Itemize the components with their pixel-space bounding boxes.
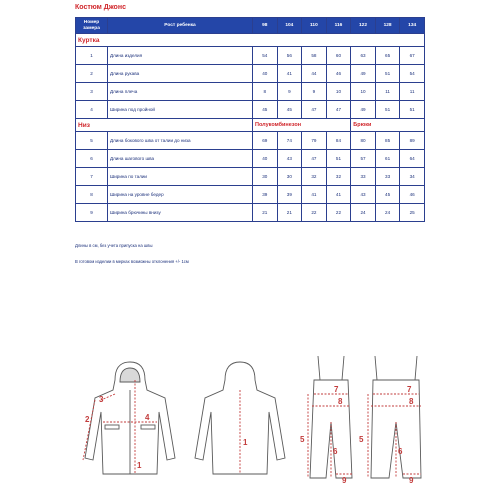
section-row-bottom [76, 119, 425, 132]
size-value: 24 [351, 204, 376, 222]
size-value: 74 [277, 132, 302, 150]
size-value: 25 [400, 204, 425, 222]
size-value: 9 [302, 83, 327, 101]
row-number: 2 [76, 65, 108, 83]
section-title-jacket: Куртка [76, 34, 425, 47]
row-label: Ширина на уровне бедер [108, 186, 253, 204]
garment-diagram-svg [75, 350, 425, 485]
size-value: 10 [326, 83, 351, 101]
measure-label-3: 3 [99, 395, 104, 404]
size-value: 63 [351, 47, 376, 65]
garment-diagram [75, 350, 425, 485]
size-value: 60 [326, 47, 351, 65]
size-value: 79 [302, 132, 327, 150]
size-value: 65 [375, 47, 400, 65]
size-value: 41 [326, 186, 351, 204]
section-title-bottom: Низ [76, 119, 253, 132]
table-row [76, 168, 425, 186]
header-size: 134 [400, 18, 425, 34]
table-row [76, 186, 425, 204]
size-value: 10 [351, 83, 376, 101]
row-number: 3 [76, 83, 108, 101]
size-value: 11 [400, 83, 425, 101]
header-child-height: Рост ребенка [108, 18, 253, 34]
table-row [76, 101, 425, 119]
size-value: 45 [375, 186, 400, 204]
size-value: 32 [302, 168, 327, 186]
size-value: 45 [253, 101, 278, 119]
jacket-back-drawing [195, 362, 285, 474]
overalls-drawing [300, 356, 352, 485]
size-value: 40 [253, 150, 278, 168]
size-value: 34 [400, 168, 425, 186]
subsection-overalls: Полукомбинезон [253, 119, 351, 132]
size-value: 21 [253, 204, 278, 222]
size-value: 54 [400, 65, 425, 83]
size-value: 64 [400, 150, 425, 168]
size-value: 32 [326, 168, 351, 186]
row-number: 7 [76, 168, 108, 186]
size-value: 30 [253, 168, 278, 186]
page-title: Костюм Джонс [75, 4, 126, 11]
measure-label-9: 9 [342, 476, 347, 485]
measure-label-1-back: 1 [243, 438, 248, 447]
size-value: 56 [277, 47, 302, 65]
row-number: 6 [76, 150, 108, 168]
header-size: 104 [277, 18, 302, 34]
row-label: Ширина по талии [108, 168, 253, 186]
size-value: 54 [253, 47, 278, 65]
size-value: 33 [375, 168, 400, 186]
size-value: 61 [375, 150, 400, 168]
size-value: 51 [400, 101, 425, 119]
size-value: 30 [277, 168, 302, 186]
measure-label-9: 9 [409, 476, 414, 485]
table-row [76, 150, 425, 168]
row-number: 9 [76, 204, 108, 222]
size-value: 24 [375, 204, 400, 222]
row-label: Ширина брючины внизу [108, 204, 253, 222]
size-value: 41 [302, 186, 327, 204]
measure-label-2: 2 [85, 415, 90, 424]
jacket-front-drawing [83, 362, 175, 474]
row-label: Длина бокового шва от талии до низа [108, 132, 253, 150]
table-header-row [76, 18, 425, 34]
row-number: 8 [76, 186, 108, 204]
size-value: 49 [351, 101, 376, 119]
measure-label-6: 6 [333, 447, 338, 456]
size-value: 22 [326, 204, 351, 222]
row-number: 4 [76, 101, 108, 119]
row-number: 1 [76, 47, 108, 65]
size-table [75, 17, 425, 222]
size-value: 89 [400, 132, 425, 150]
note-tolerance: В готовом изделии в мерках возможны отклонения +/- 1см [75, 259, 189, 264]
measure-label-5: 5 [300, 435, 305, 444]
measure-label-4: 4 [145, 413, 150, 422]
measure-label-7: 7 [407, 385, 412, 394]
size-value: 46 [400, 186, 425, 204]
size-value: 8 [253, 83, 278, 101]
size-value: 49 [351, 65, 376, 83]
size-value: 47 [302, 101, 327, 119]
row-label: Ширина под пройной [108, 101, 253, 119]
section-row-jacket [76, 34, 425, 47]
size-value: 58 [302, 47, 327, 65]
size-value: 41 [277, 65, 302, 83]
size-value: 47 [302, 150, 327, 168]
row-number: 5 [76, 132, 108, 150]
size-value: 85 [375, 132, 400, 150]
size-value: 46 [326, 65, 351, 83]
header-size: 116 [326, 18, 351, 34]
size-value: 40 [253, 65, 278, 83]
measure-label-8: 8 [409, 397, 414, 406]
header-size: 128 [375, 18, 400, 34]
trousers-drawing [359, 356, 421, 485]
row-label: Длина шагового шва [108, 150, 253, 168]
size-value: 51 [375, 65, 400, 83]
table-row [76, 204, 425, 222]
size-value: 57 [351, 150, 376, 168]
table-row [76, 132, 425, 150]
header-measurement-number: Номер замера [76, 18, 108, 34]
subsection-trousers: Брюки [351, 119, 425, 132]
header-size: 98 [253, 18, 278, 34]
size-value: 44 [302, 65, 327, 83]
size-value: 9 [277, 83, 302, 101]
table-row [76, 65, 425, 83]
table-row [76, 47, 425, 65]
size-value: 51 [326, 150, 351, 168]
size-value: 51 [375, 101, 400, 119]
size-value: 39 [277, 186, 302, 204]
size-value: 39 [253, 186, 278, 204]
size-value: 84 [326, 132, 351, 150]
measure-label-5: 5 [359, 435, 364, 444]
note-units: Длины в см, без учета припуска на швы [75, 243, 153, 248]
measure-label-6: 6 [398, 447, 403, 456]
size-value: 33 [351, 168, 376, 186]
row-label: Длина рукава [108, 65, 253, 83]
size-value: 43 [351, 186, 376, 204]
size-value: 11 [375, 83, 400, 101]
size-value: 22 [302, 204, 327, 222]
row-label: Длина изделия [108, 47, 253, 65]
header-size: 110 [302, 18, 327, 34]
size-value: 45 [277, 101, 302, 119]
measure-label-7: 7 [334, 385, 339, 394]
header-size: 122 [351, 18, 376, 34]
size-value: 80 [351, 132, 376, 150]
size-value: 21 [277, 204, 302, 222]
row-label: Длина плеча [108, 83, 253, 101]
size-value: 67 [400, 47, 425, 65]
size-value: 69 [253, 132, 278, 150]
measure-label-8: 8 [338, 397, 343, 406]
size-value: 47 [326, 101, 351, 119]
measure-label-1: 1 [137, 461, 142, 470]
size-value: 43 [277, 150, 302, 168]
table-row [76, 83, 425, 101]
